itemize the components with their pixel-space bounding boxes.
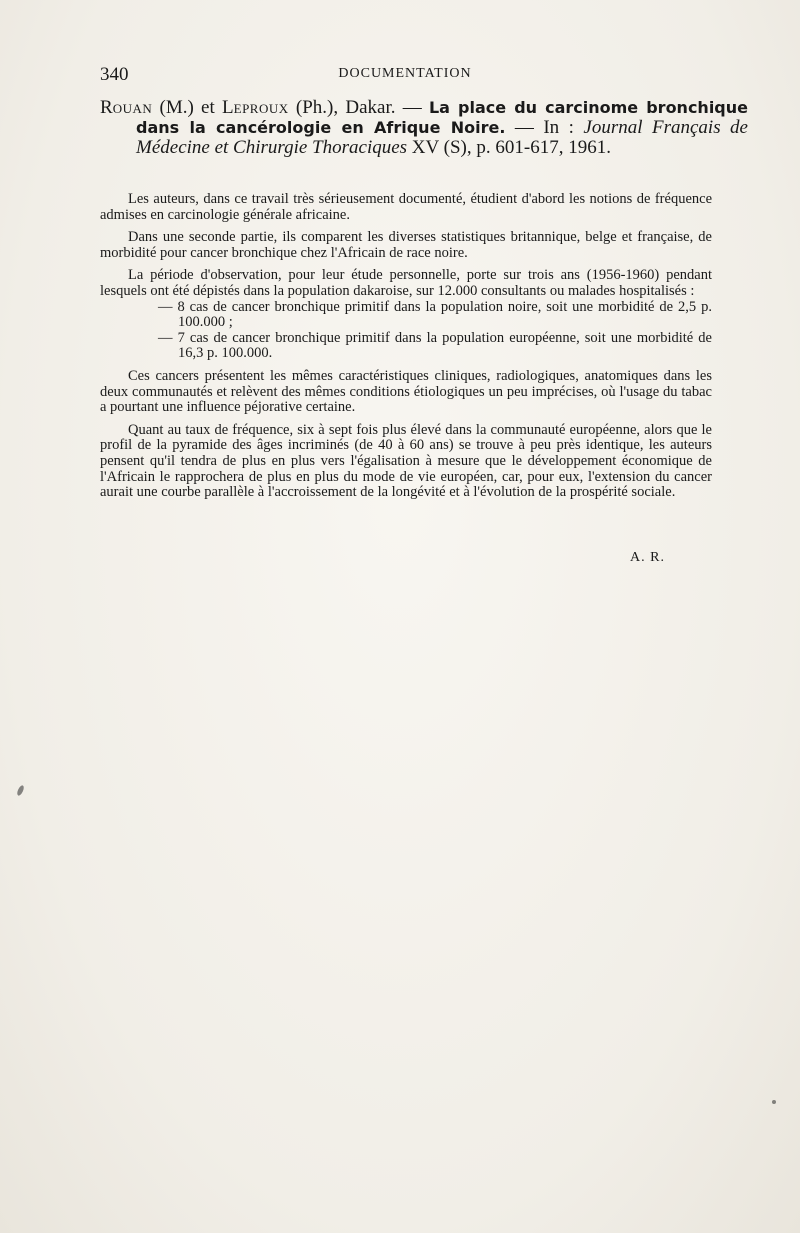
article-title: La place du carcinome bronchique dans la cancérologie en Afrique Noire. [136,98,748,137]
paragraph-4: Ces cancers présentent les mêmes caractéristiques cliniques, radiologiques, anatomiques dans les deux communautés et relèvent des mêmes conditions étiologiques un peu imprécises, où l'usage du tabac a pourtant une influence péjorative certaine. [100,367,712,416]
author-2-given: (Ph.), Dakar. — [288,97,429,118]
running-head: DOCUMENTATION [338,66,472,81]
signature-initials: A. R. [630,550,665,565]
paragraph-1: Les auteurs, dans ce travail très sérieusement documenté, étudient d'abord les notions de fréquence admises en carcinologie générale africaine. [100,191,712,223]
author-2-surname: eproux [233,97,289,118]
paragraph-2: Dans une seconde partie, ils comparent les diverses statistiques britannique, belge et française, de morbidité pour cancer bronchique chez l'Africain de race noire. [100,229,712,261]
list-item: — 8 cas de cancer bronchique primitif dans la population noire, soit une morbidité de 2,5 p. 100.000 ; [158,298,712,331]
findings-list [100,300,712,362]
in-prefix: — In : [505,117,584,138]
paragraph-5: Quant au taux de fréquence, six à sept fois plus élevé dans la communauté européenne, alors que le profil de la pyramide des âges incriminés (de 40 à 60 ans) se trouve à peu près identique, les auteurs pensent qu'il tendra de plus en plus vers l'égalisation à mesure que le développement économique de l'Africain le rapprochera de plus en plus du mode de vie européen, car, pour eux, l'extension du cancer aurait une courbe parallèle à l'accroissement de la longévité et à l'évolution de la prospérité sociale. [100,421,712,501]
bibliographic-citation [100,98,748,158]
author-2-initial: L [222,97,234,118]
ink-smudge [772,1100,776,1104]
page-number: 340 [100,64,129,85]
author-1-given: (M.) et [152,97,223,118]
paragraph-3: La période d'observation, pour leur étude personnelle, porte sur trois ans (1956-1960) pendant lesquels ont été dépistés dans la population dakaroise, sur 12.000 consultants ou malades hospitalisés : [100,267,712,299]
author-1-surname: ouan [112,97,153,118]
abstract-body [100,192,712,508]
journal-name: Journal Français de Médecine et Chirurgie Thoraciques [136,117,748,158]
ink-smudge [16,784,25,796]
author-1-initial: R [100,97,113,118]
page-header [100,64,710,86]
list-item: — 7 cas de cancer bronchique primitif dans la population européenne, soit une morbidité de 16,3 p. 100.000. [158,329,712,362]
volume-pages: XV (S), p. 601-617, 1961. [407,137,611,158]
